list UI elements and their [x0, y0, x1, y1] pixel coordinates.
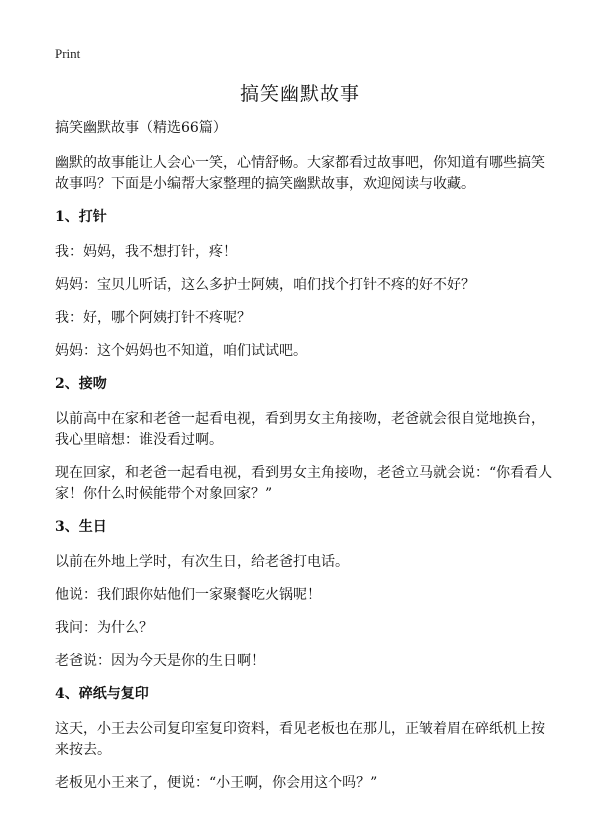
section-paragraph: 妈妈：宝贝儿听话，这么多护士阿姨，咱们找个打针不疼的好不好？	[55, 277, 475, 293]
section-paragraph: 老爸说：因为今天是你的生日啊！	[55, 653, 265, 669]
section-paragraph: 以前高中在家和老爸一起看电视，看到男女主角接吻，老爸就会很自觉地换台，我心里暗想：谁没看过啊。	[55, 411, 545, 448]
section-paragraph: 现在回家，和老爸一起看电视，看到男女主角接吻，老爸立马就会说：“你看看人家！你什么时候能带个对象回家？”	[55, 465, 553, 502]
section-paragraph: 我：妈妈，我不想打针，疼！	[55, 244, 237, 260]
intro-paragraph: 幽默的故事能让人会心一笑，心情舒畅。大家都看过故事吧，你知道有哪些搞笑故事吗？下面是小编帮大家整理的搞笑幽默故事，欢迎阅读与收藏。	[55, 155, 545, 192]
article-body	[55, 118, 555, 806]
section-paragraph: 以前在外地上学时，有次生日，给老爸打电话。	[55, 554, 349, 570]
section-paragraph: 我：好，哪个阿姨打针不疼呢？	[55, 310, 251, 326]
article-subtitle: 搞笑幽默故事（精选66篇）	[55, 120, 227, 136]
section-heading: 3、生日	[55, 519, 107, 535]
section-heading: 4、碎纸与复印	[55, 686, 149, 702]
section-paragraph: 他说：我们跟你姑他们一家聚餐吃火锅呢！	[55, 587, 321, 603]
section-heading: 2、接吻	[55, 376, 107, 392]
section-paragraph: 老板见小王来了，便说：“小王啊，你会用这个吗？”	[55, 775, 378, 791]
page-title: 搞笑幽默故事	[239, 83, 360, 105]
print-link[interactable]: Print	[55, 46, 81, 61]
section-paragraph: 我问：为什么？	[55, 620, 153, 636]
section-paragraph: 妈妈：这个妈妈也不知道，咱们试试吧。	[55, 343, 307, 359]
section-heading: 1、打针	[55, 209, 107, 225]
section-paragraph: 这天，小王去公司复印室复印资料，看见老板也在那儿，正皱着眉在碎纸机上按来按去。	[55, 721, 545, 758]
